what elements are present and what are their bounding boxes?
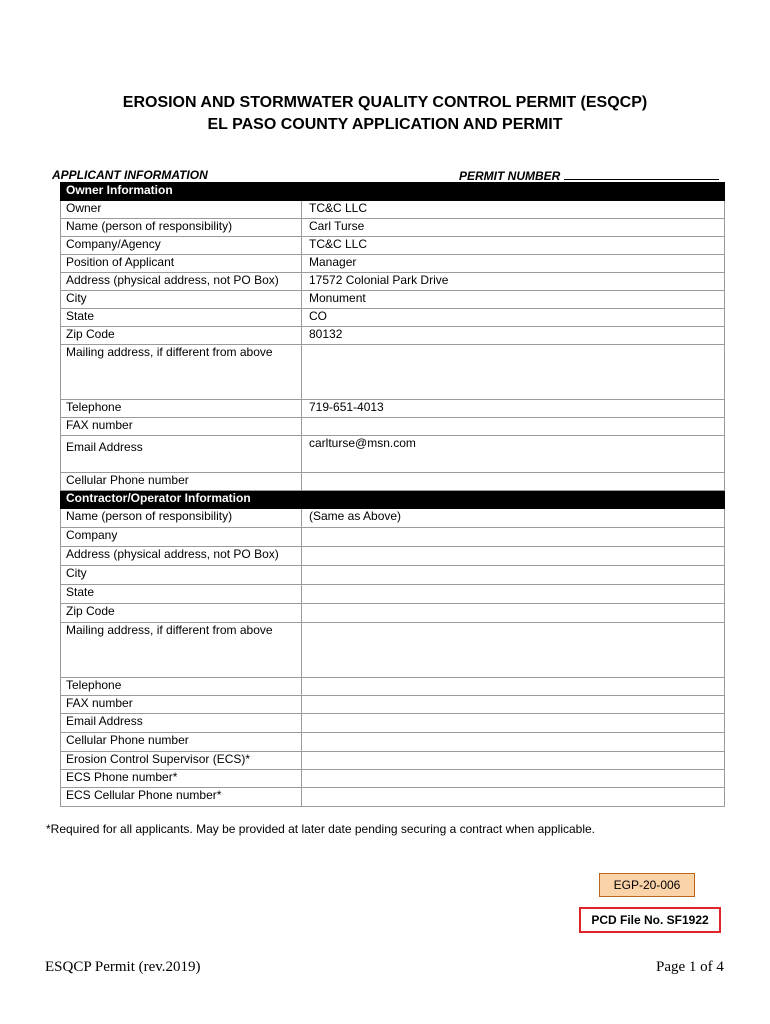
table-row bbox=[61, 327, 725, 345]
table-row bbox=[61, 770, 725, 788]
field-value[interactable] bbox=[302, 678, 725, 696]
table-row bbox=[61, 309, 725, 327]
field-label: Name (person of responsibility) bbox=[61, 219, 302, 237]
table-row bbox=[61, 219, 725, 237]
field-label: Erosion Control Supervisor (ECS)* bbox=[61, 752, 302, 770]
field-label: Company bbox=[61, 528, 302, 547]
table-row bbox=[61, 623, 725, 678]
table-row bbox=[61, 714, 725, 733]
applicant-info-label: APPLICANT INFORMATION bbox=[52, 168, 208, 182]
field-value[interactable] bbox=[302, 714, 725, 733]
table-row bbox=[61, 255, 725, 273]
field-label: ECS Phone number* bbox=[61, 770, 302, 788]
egp-tag: EGP-20-006 bbox=[599, 873, 695, 897]
field-value[interactable] bbox=[302, 733, 725, 752]
field-label: Zip Code bbox=[61, 604, 302, 623]
field-label: FAX number bbox=[61, 418, 302, 436]
owner-section-header-blank bbox=[302, 183, 725, 201]
field-label: Zip Code bbox=[61, 327, 302, 345]
table-row bbox=[61, 400, 725, 418]
field-value[interactable]: 719-651-4013 bbox=[302, 400, 725, 418]
field-value[interactable] bbox=[302, 547, 725, 566]
field-label: Email Address bbox=[61, 436, 302, 473]
field-value[interactable]: Manager bbox=[302, 255, 725, 273]
field-value[interactable] bbox=[302, 418, 725, 436]
table-row bbox=[61, 733, 725, 752]
field-value[interactable]: TC&C LLC bbox=[302, 201, 725, 219]
title-line-1: EROSION AND STORMWATER QUALITY CONTROL PERMIT (ESQCP) bbox=[122, 94, 648, 111]
field-label: Company/Agency bbox=[61, 237, 302, 255]
field-value[interactable]: Monument bbox=[302, 291, 725, 309]
title-line-2: EL PASO COUNTY APPLICATION AND PERMIT bbox=[207, 116, 563, 133]
table-row bbox=[61, 509, 725, 528]
field-value[interactable]: 80132 bbox=[302, 327, 725, 345]
field-value[interactable] bbox=[302, 788, 725, 807]
field-label: Position of Applicant bbox=[61, 255, 302, 273]
field-value[interactable]: 17572 Colonial Park Drive bbox=[302, 273, 725, 291]
permit-number-label bbox=[459, 168, 719, 183]
contractor-section-header-blank bbox=[302, 491, 725, 509]
field-value[interactable] bbox=[302, 528, 725, 547]
field-label: Address (physical address, not PO Box) bbox=[61, 273, 302, 291]
table-row bbox=[61, 752, 725, 770]
field-label: Owner bbox=[61, 201, 302, 219]
table-row bbox=[61, 585, 725, 604]
field-label: City bbox=[61, 291, 302, 309]
field-value[interactable]: (Same as Above) bbox=[302, 509, 725, 528]
table-row bbox=[61, 273, 725, 291]
field-value[interactable]: Carl Turse bbox=[302, 219, 725, 237]
pcd-file-number: PCD File No. SF1922 bbox=[579, 907, 721, 933]
field-label: Name (person of responsibility) bbox=[61, 509, 302, 528]
table-row bbox=[61, 604, 725, 623]
table-row bbox=[61, 237, 725, 255]
field-value[interactable] bbox=[302, 585, 725, 604]
table-row bbox=[61, 788, 725, 807]
table-row bbox=[61, 547, 725, 566]
table-row bbox=[61, 678, 725, 696]
table-row bbox=[61, 418, 725, 436]
contractor-section-header: Contractor/Operator Information bbox=[61, 491, 302, 509]
table-row bbox=[61, 201, 725, 219]
field-label: Email Address bbox=[61, 714, 302, 733]
table-row bbox=[61, 528, 725, 547]
field-value[interactable]: carlturse@msn.com bbox=[302, 436, 725, 473]
field-value[interactable]: TC&C LLC bbox=[302, 237, 725, 255]
field-value[interactable] bbox=[302, 696, 725, 714]
field-label: Mailing address, if different from above bbox=[61, 345, 302, 400]
field-label: Mailing address, if different from above bbox=[61, 623, 302, 678]
footer-form-revision: ESQCP Permit (rev.2019) bbox=[45, 959, 201, 975]
field-label: ECS Cellular Phone number* bbox=[61, 788, 302, 807]
applicant-form-table bbox=[60, 182, 725, 807]
field-value[interactable] bbox=[302, 770, 725, 788]
footer-page-number: Page 1 of 4 bbox=[656, 959, 724, 975]
field-label: City bbox=[61, 566, 302, 585]
table-row bbox=[61, 473, 725, 491]
field-label: FAX number bbox=[61, 696, 302, 714]
table-row bbox=[61, 696, 725, 714]
permit-number-field[interactable] bbox=[564, 168, 719, 180]
owner-section-header: Owner Information bbox=[61, 183, 302, 201]
required-footnote: *Required for all applicants. May be provided at later date pending securing a contract when applicable. bbox=[46, 822, 595, 836]
field-value[interactable] bbox=[302, 473, 725, 491]
table-row bbox=[61, 566, 725, 585]
table-row bbox=[61, 436, 725, 473]
field-label: Telephone bbox=[61, 678, 302, 696]
field-label: Telephone bbox=[61, 400, 302, 418]
field-label: Address (physical address, not PO Box) bbox=[61, 547, 302, 566]
field-value[interactable] bbox=[302, 623, 725, 678]
field-value[interactable] bbox=[302, 604, 725, 623]
field-value[interactable]: CO bbox=[302, 309, 725, 327]
field-value[interactable] bbox=[302, 752, 725, 770]
field-label: State bbox=[61, 585, 302, 604]
field-value[interactable] bbox=[302, 566, 725, 585]
table-row bbox=[61, 345, 725, 400]
permit-number-text: PERMIT NUMBER bbox=[459, 169, 561, 183]
table-row bbox=[61, 291, 725, 309]
field-label: Cellular Phone number bbox=[61, 733, 302, 752]
field-label: Cellular Phone number bbox=[61, 473, 302, 491]
field-value[interactable] bbox=[302, 345, 725, 400]
field-label: State bbox=[61, 309, 302, 327]
document-title bbox=[0, 92, 770, 136]
